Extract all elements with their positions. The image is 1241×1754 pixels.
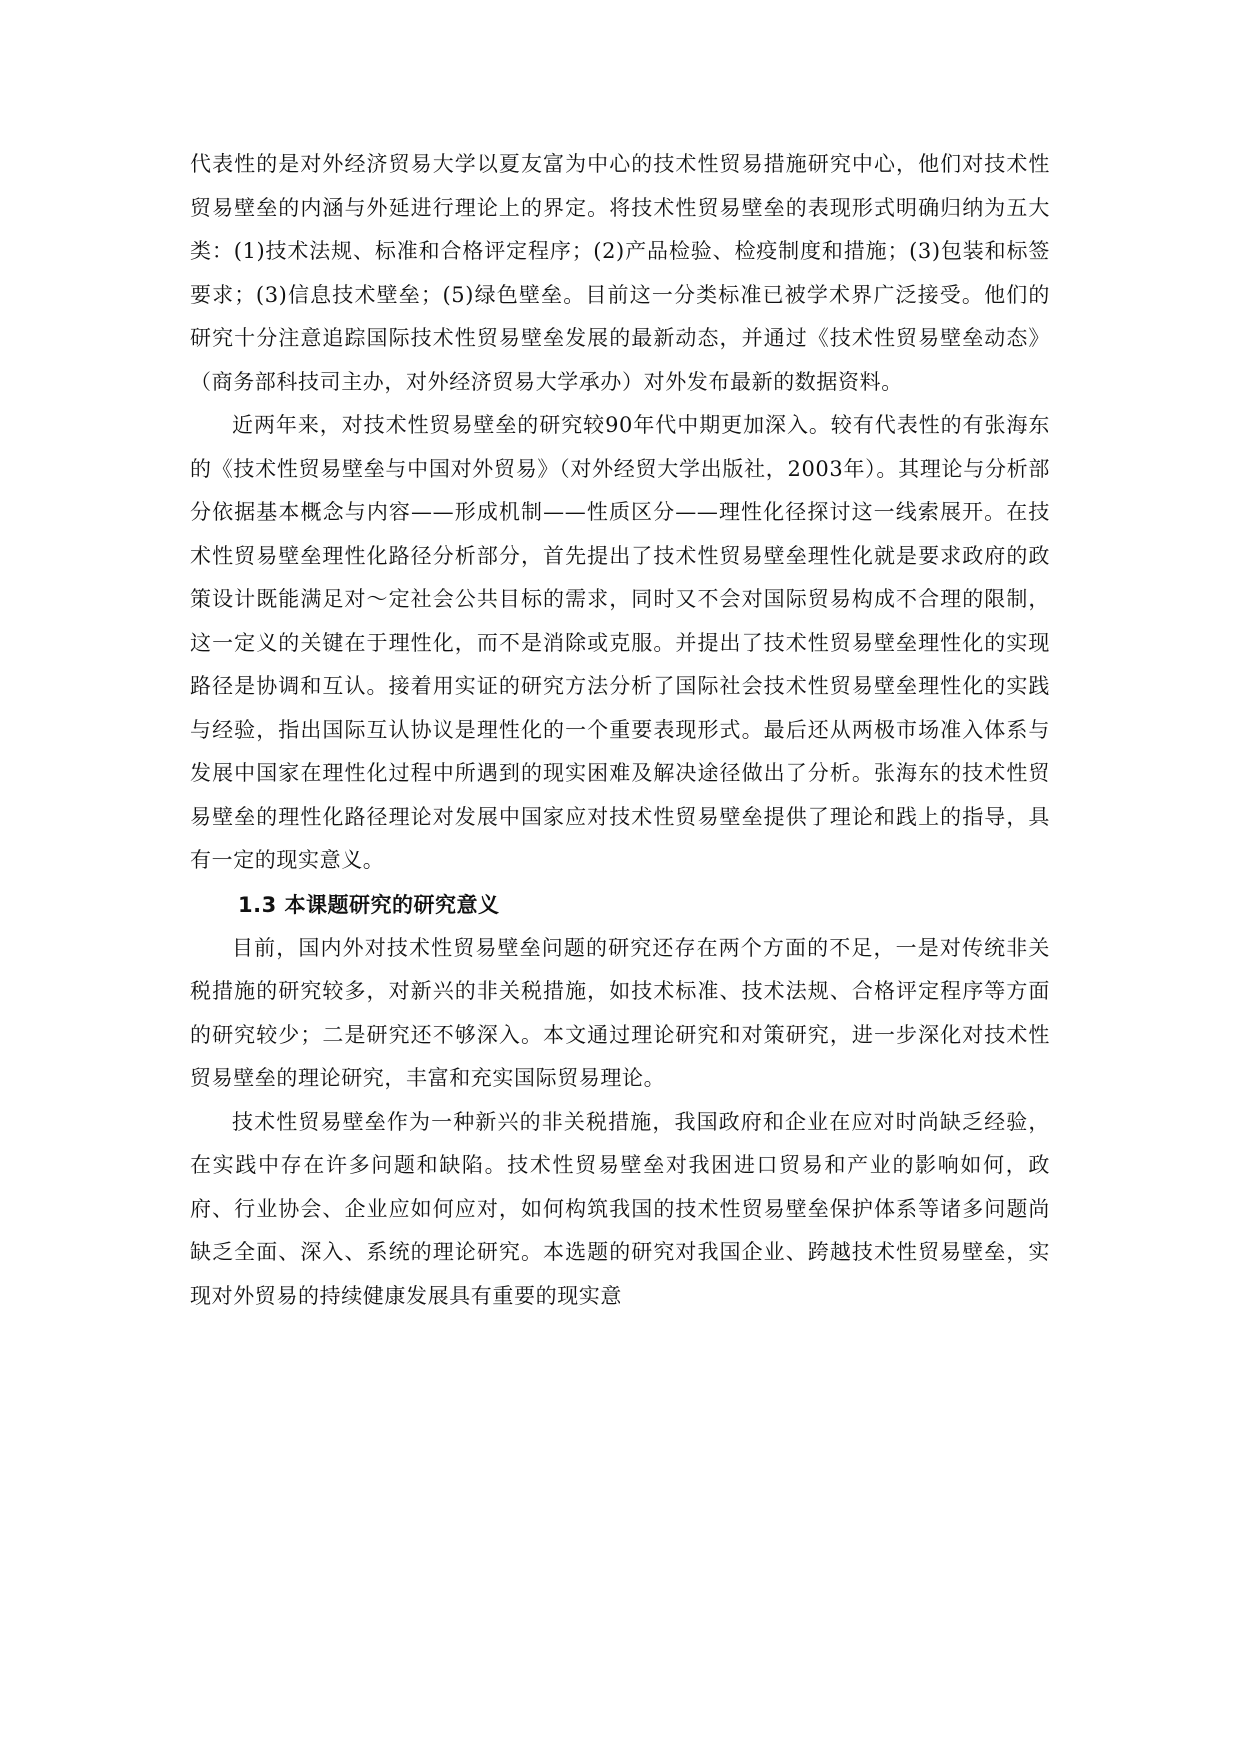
- paragraph-continued: 代表性的是对外经济贸易大学以夏友富为中心的技术性贸易措施研究中心，他们对技术性贸易壁垒的内涵与外延进行理论上的界定。将技术性贸易壁垒的表现形式明确归纳为五大类：(1)技术法规、标准和合格评定程序；(2)产品检验、检疫制度和措施；(3)包装和标签要求；(3)信息技术壁垒；(5)绿色壁垒。目前这一分类标准已被学术界广泛接受。他们的研究十分注意追踪国际技术性贸易壁垒发展的最新动态，并通过《技术性贸易壁垒动态》（商务部科技司主办，对外经济贸易大学承办）对外发布最新的数据资料。: [190, 152, 1050, 394]
- section-heading: 1.3 本课题研究的研究意义: [238, 892, 500, 917]
- page-body: [190, 143, 1050, 1318]
- paragraph-practical-significance: 技术性贸易壁垒作为一种新兴的非关税措施，我国政府和企业在应对时尚缺乏经验，在实践中存在许多问题和缺陷。技术性贸易壁垒对我困进口贸易和产业的影响如何，政府、行业协会、企业应如何应对，如何构筑我国的技术性贸易壁垒保护体系等诸多问题尚缺乏全面、深入、系统的理论研究。本选题的研究对我国企业、跨越技术性贸易壁垒，实现对外贸易的持续健康发展具有重要的现实意: [190, 1109, 1050, 1308]
- paragraph-research-gap: 目前，国内外对技术性贸易壁垒问题的研究还存在两个方面的不足，一是对传统非关税措施的研究较多，对新兴的非关税措施，如技术标准、技术法规、合格评定程序等方面的研究较少；二是研究还不够深入。本文通过理论研究和对策研究，进一步深化对技术性贸易壁垒的理论研究，丰富和充实国际贸易理论。: [190, 935, 1050, 1090]
- paragraph-recent-research: 近两年来，对技术性贸易壁垒的研究较90年代中期更加深入。较有代表性的有张海东的《技术性贸易壁垒与中国对外贸易》（对外经贸大学出版社，2003年）。其理论与分析部分依据基本概念与内容——形成机制——性质区分——理性化径探讨这一线索展开。在技术性贸易壁垒理性化路径分析部分，首先提出了技术性贸易壁垒理性化就是要求政府的政策设计既能满足对～定社会公共目标的需求，同时又不会对国际贸易构成不合理的限制，这一定义的关键在于理性化，而不是消除或克服。并提出了技术性贸易壁垒理性化的实现路径是协调和互认。接着用实证的研究方法分析了国际社会技术性贸易壁垒理性化的实践与经验，指出国际互认协议是理性化的一个重要表现形式。最后还从两极市场准入体系与发展中国家在理性化过程中所遇到的现实困难及解决途径做出了分析。张海东的技术性贸易壁垒的理性化路径理论对发展中国家应对技术性贸易壁垒提供了理论和践上的指导，具有一定的现实意义。: [190, 413, 1050, 872]
